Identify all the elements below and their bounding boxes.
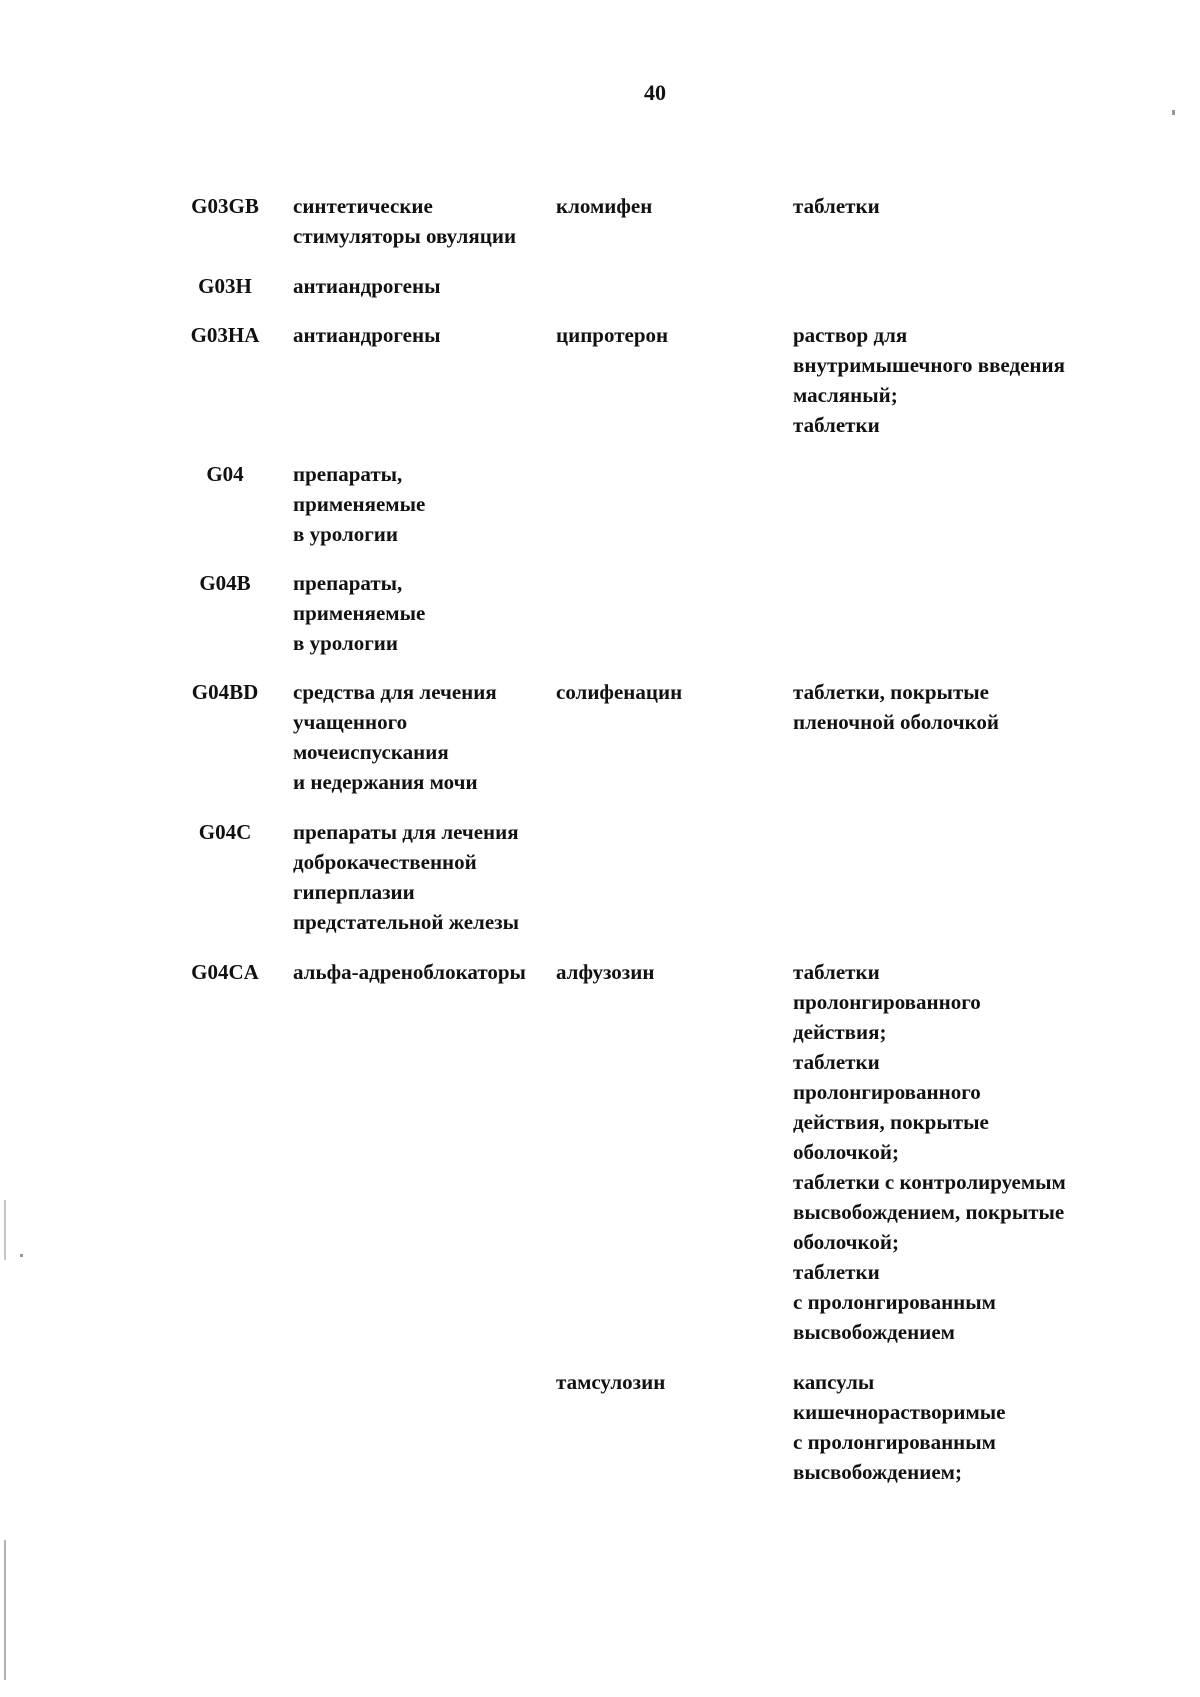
group-name: синтетические стимуляторы овуляции [293,194,517,248]
atc-code: G03H [198,274,252,298]
group-name: альфа-адреноблокаторы [293,960,526,984]
dosage-form: таблетки пролонгированного действия; таблетки пролонгированного действия, покрытые оболочкой; таблетки с контролируемым высвобождением, покрытые оболочкой; таблетки с пролонгированным высвобождением [793,960,1066,1344]
atc-code: G04C [198,820,252,844]
page-number: 40 [644,80,666,105]
drug-name: кломифен [556,194,653,218]
scan-mark [4,1540,6,1680]
group-name: антиандрогены [293,323,441,347]
group-name: препараты для лечения доброкачественной гиперплазии предстательной железы [293,820,519,934]
dosage-form: раствор для внутримышечного введения масляный; таблетки [793,323,1065,437]
atc-code: G03GB [191,194,259,218]
dosage-form: таблетки, покрытые пленочной оболочкой [793,680,1000,734]
group-name: средства для лечения учащенного мочеиспускания и недержания мочи [293,680,497,794]
atc-code: G03HA [190,323,260,347]
drug-name: алфузозин [556,960,655,984]
drug-name: солифенацин [556,680,683,704]
atc-code: G04CA [191,960,259,984]
atc-code: G04B [199,571,251,595]
group-name: препараты, применяемые в урологии [293,462,426,546]
group-name: препараты, применяемые в урологии [293,571,426,655]
dosage-form: капсулы кишечнорастворимые с пролонгированным высвобождением; [793,1370,1006,1484]
dosage-form: таблетки [793,194,880,218]
scan-mark [20,1254,23,1257]
scan-mark [1172,110,1175,115]
atc-code: G04 [206,462,244,486]
group-name: антиандрогены [293,274,441,298]
atc-code: G04BD [191,680,259,704]
drug-name: тамсулозин [556,1370,666,1394]
scan-mark [4,1200,6,1260]
drug-name: ципротерон [556,323,669,347]
